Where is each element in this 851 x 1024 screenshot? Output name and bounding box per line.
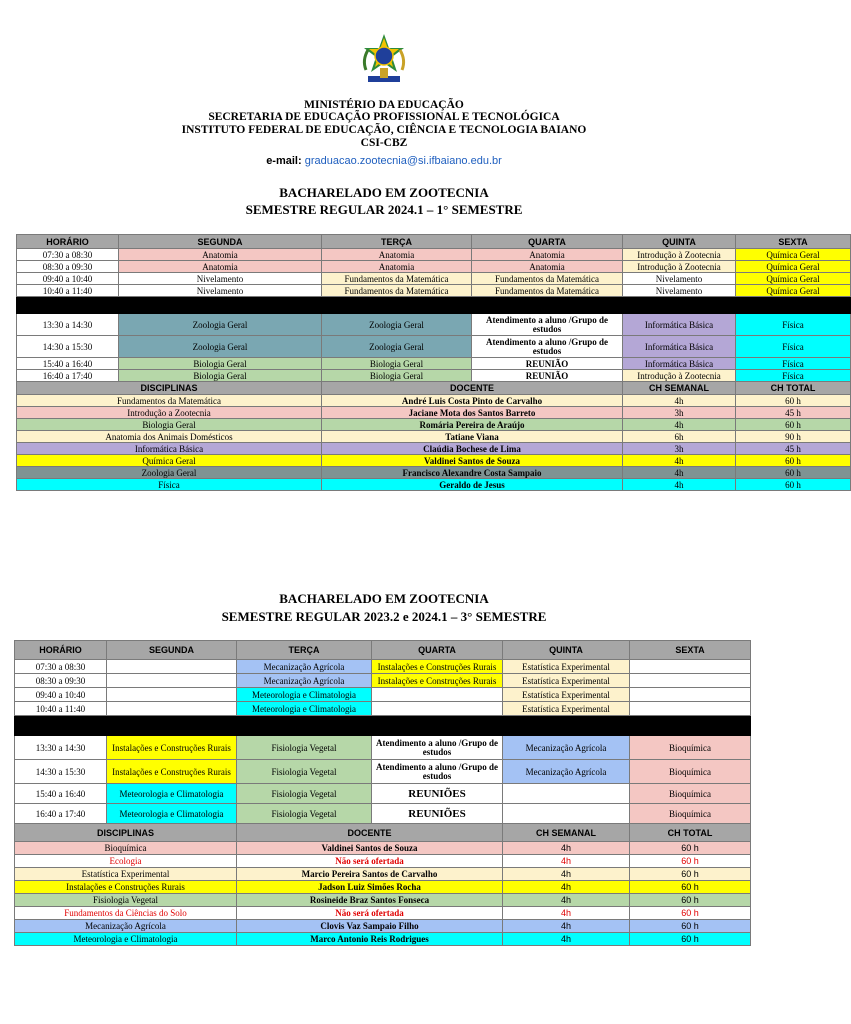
discipline-name: Meteorologia e Climatologia	[15, 933, 237, 946]
col-header: TERÇA	[237, 641, 372, 660]
table-row	[17, 261, 851, 273]
class-cell: Mecanização Agrícola	[503, 736, 630, 760]
table-row	[15, 660, 751, 674]
discipline-row	[17, 431, 851, 443]
class-cell: Fisiologia Vegetal	[237, 760, 372, 784]
class-cell: Fundamentos da Matemática	[322, 285, 472, 297]
class-cell: Meteorologia e Climatologia	[107, 804, 237, 824]
class-cell: Bioquímica	[630, 736, 751, 760]
class-cell: Física	[736, 314, 851, 336]
class-cell: REUNIÕES	[372, 784, 503, 804]
discipline-row	[15, 855, 751, 868]
weekly-hours: 4h	[623, 395, 736, 407]
time-cell: 08:30 a 09:30	[17, 261, 119, 273]
class-cell: Anatomia	[119, 261, 322, 273]
discipline-row	[17, 467, 851, 479]
col-header: HORÁRIO	[15, 641, 107, 660]
class-cell: Zoologia Geral	[119, 336, 322, 358]
class-cell: Atendimento a aluno /Grupo de estudos	[472, 314, 623, 336]
teacher-name: André Luis Costa Pinto de Carvalho	[322, 395, 623, 407]
teacher-name: Clovis Vaz Sampaio Filho	[237, 920, 503, 933]
table1-title: BACHARELADO EM ZOOTECNIA	[279, 185, 489, 200]
total-hours: 60 h	[630, 894, 751, 907]
class-cell: Física	[736, 370, 851, 382]
class-cell: Instalações e Construções Rurais	[372, 660, 503, 674]
class-cell: Nivelamento	[623, 285, 736, 297]
class-cell: Estatística Experimental	[503, 674, 630, 688]
table-row	[17, 285, 851, 297]
table-row	[15, 804, 751, 824]
class-cell: Informática Básica	[623, 336, 736, 358]
coat-of-arms-logo	[356, 32, 412, 92]
weekly-hours: 4h	[503, 842, 630, 855]
class-cell: Física	[736, 336, 851, 358]
col-header: DOCENTE	[322, 382, 623, 395]
class-cell: Bioquímica	[630, 760, 751, 784]
lunch-break-row	[15, 716, 751, 736]
discipline-name: Introdução a Zootecnia	[17, 407, 322, 419]
total-hours: 90 h	[736, 431, 851, 443]
campus-code: CSI-CBZ	[360, 137, 408, 149]
table-row	[15, 784, 751, 804]
class-cell: Química Geral	[736, 285, 851, 297]
discipline-name: Biologia Geral	[17, 419, 322, 431]
discipline-row	[15, 842, 751, 855]
time-cell: 14:30 a 15:30	[17, 336, 119, 358]
class-cell: REUNIÃO	[472, 370, 623, 382]
class-cell: Biologia Geral	[322, 370, 472, 382]
total-hours: 60 h	[630, 907, 751, 920]
discipline-row	[15, 933, 751, 946]
email-line	[0, 155, 768, 167]
total-hours: 60 h	[630, 881, 751, 894]
discipline-row	[17, 419, 851, 431]
table-row	[17, 336, 851, 358]
class-cell: Química Geral	[736, 249, 851, 261]
class-cell: Mecanização Agrícola	[503, 760, 630, 784]
secretariat-name: SECRETARIA DE EDUCAÇÃO PROFISSIONAL E TECNOLÓGICA	[208, 111, 560, 123]
col-header: HORÁRIO	[17, 235, 119, 249]
col-header: QUINTA	[623, 235, 736, 249]
discipline-name: Estatística Experimental	[15, 868, 237, 881]
teacher-name: Geraldo de Jesus	[322, 479, 623, 491]
class-cell: Fisiologia Vegetal	[237, 804, 372, 824]
class-cell: Fundamentos da Matemática	[322, 273, 472, 285]
email-link[interactable]: graduacao.zootecnia@si.ifbaiano.edu.br	[304, 155, 502, 167]
teacher-name: Jadson Luiz Simões Rocha	[237, 881, 503, 894]
class-cell: Física	[736, 358, 851, 370]
schedule-table-2	[14, 640, 751, 946]
total-hours: 60 h	[630, 920, 751, 933]
teacher-name: Não será ofertada	[237, 855, 503, 868]
class-cell: Fisiologia Vegetal	[237, 736, 372, 760]
discipline-name: Zoologia Geral	[17, 467, 322, 479]
total-hours: 60 h	[630, 868, 751, 881]
discipline-name: Química Geral	[17, 455, 322, 467]
discipline-name: Física	[17, 479, 322, 491]
class-cell: Anatomia	[472, 249, 623, 261]
time-cell: 15:40 a 16:40	[17, 358, 119, 370]
total-hours: 60 h	[630, 842, 751, 855]
class-cell: Estatística Experimental	[503, 702, 630, 716]
ministry-name: MINISTÉRIO DA EDUCAÇÃO	[304, 99, 464, 111]
teacher-name: Claúdia Bochese de Lima	[322, 443, 623, 455]
lunch-break-row	[17, 297, 851, 314]
class-cell: Anatomia	[119, 249, 322, 261]
total-hours: 60 h	[736, 479, 851, 491]
teacher-name: Valdinei Santos de Souza	[237, 842, 503, 855]
class-cell: Instalações e Construções Rurais	[372, 674, 503, 688]
teacher-name: Marcio Pereira Santos de Carvalho	[237, 868, 503, 881]
class-cell: Zoologia Geral	[322, 336, 472, 358]
discipline-name: Instalações e Construções Rurais	[15, 881, 237, 894]
discipline-name: Fundamentos da Matemática	[17, 395, 322, 407]
table2-subtitle: SEMESTRE REGULAR 2023.2 e 2024.1 – 3° SEMESTRE	[221, 609, 547, 624]
discipline-row	[17, 395, 851, 407]
table-row	[17, 314, 851, 336]
col-header: CH TOTAL	[736, 382, 851, 395]
class-cell: Biologia Geral	[119, 358, 322, 370]
col-header: TERÇA	[322, 235, 472, 249]
class-cell	[630, 660, 751, 674]
table1-subtitle: SEMESTRE REGULAR 2024.1 – 1° SEMESTRE	[245, 202, 523, 217]
class-cell: Atendimento a aluno /Grupo de estudos	[372, 760, 503, 784]
col-header: SEGUNDA	[119, 235, 322, 249]
class-cell: Meteorologia e Climatologia	[237, 702, 372, 716]
table-row	[17, 358, 851, 370]
total-hours: 45 h	[736, 407, 851, 419]
class-cell: Meteorologia e Climatologia	[107, 784, 237, 804]
class-cell: Informática Básica	[623, 358, 736, 370]
institute-name: INSTITUTO FEDERAL DE EDUCAÇÃO, CIÊNCIA E TECNOLOGIA BAIANO	[181, 124, 587, 136]
time-cell: 10:40 a 11:40	[17, 285, 119, 297]
discipline-row	[15, 881, 751, 894]
class-cell	[372, 702, 503, 716]
discipline-name: Anatomia dos Animais Domésticos	[17, 431, 322, 443]
discipline-name: Ecologia	[15, 855, 237, 868]
teacher-name: Romária Pereira de Araújo	[322, 419, 623, 431]
table-row	[15, 736, 751, 760]
time-cell: 10:40 a 11:40	[15, 702, 107, 716]
total-hours: 60 h	[736, 455, 851, 467]
class-cell	[630, 702, 751, 716]
col-header: SEXTA	[630, 641, 751, 660]
weekly-hours: 3h	[623, 443, 736, 455]
table-row	[15, 674, 751, 688]
discipline-name: Informática Básica	[17, 443, 322, 455]
class-cell: Nivelamento	[119, 285, 322, 297]
time-cell: 07:30 a 08:30	[15, 660, 107, 674]
weekly-hours: 4h	[623, 419, 736, 431]
class-cell	[503, 784, 630, 804]
discipline-row	[17, 479, 851, 491]
class-cell: Introdução à Zootecnia	[623, 261, 736, 273]
class-cell: Meteorologia e Climatologia	[237, 688, 372, 702]
col-header: CH SEMANAL	[623, 382, 736, 395]
discipline-name: Mecanização Agrícola	[15, 920, 237, 933]
weekly-hours: 4h	[623, 479, 736, 491]
col-header: DOCENTE	[237, 824, 503, 842]
email-label: e-mail:	[266, 155, 302, 167]
discipline-name: Bioquímica	[15, 842, 237, 855]
discipline-row	[17, 455, 851, 467]
discipline-row	[17, 407, 851, 419]
time-cell: 08:30 a 09:30	[15, 674, 107, 688]
class-cell: Química Geral	[736, 273, 851, 285]
discipline-row	[15, 868, 751, 881]
discipline-name: Fundamentos da Ciências do Solo	[15, 907, 237, 920]
total-hours: 60 h	[736, 467, 851, 479]
col-header: DISCIPLINAS	[17, 382, 322, 395]
discipline-row	[17, 443, 851, 455]
class-cell: REUNIÕES	[372, 804, 503, 824]
schedule-table-1	[16, 234, 851, 491]
teacher-name: Não será ofertada	[237, 907, 503, 920]
class-cell: Introdução à Zootecnia	[623, 249, 736, 261]
class-cell: Fundamentos da Matemática	[472, 285, 623, 297]
time-cell: 16:40 a 17:40	[17, 370, 119, 382]
class-cell: Biologia Geral	[119, 370, 322, 382]
time-cell: 15:40 a 16:40	[15, 784, 107, 804]
class-cell: Informática Básica	[623, 314, 736, 336]
total-hours: 60 h	[736, 395, 851, 407]
col-header: DISCIPLINAS	[15, 824, 237, 842]
total-hours: 45 h	[736, 443, 851, 455]
class-cell: Nivelamento	[119, 273, 322, 285]
class-cell	[107, 674, 237, 688]
table-row	[15, 702, 751, 716]
col-header: CH SEMANAL	[503, 824, 630, 842]
col-header: QUARTA	[472, 235, 623, 249]
teacher-name: Marco Antonio Reis Rodrigues	[237, 933, 503, 946]
class-cell	[107, 688, 237, 702]
class-cell	[372, 688, 503, 702]
discipline-name: Fisiologia Vegetal	[15, 894, 237, 907]
class-cell: REUNIÃO	[472, 358, 623, 370]
class-cell: Instalações e Construções Rurais	[107, 760, 237, 784]
weekly-hours: 4h	[503, 933, 630, 946]
class-cell: Fundamentos da Matemática	[472, 273, 623, 285]
teacher-name: Francisco Alexandre Costa Sampaio	[322, 467, 623, 479]
discipline-row	[15, 920, 751, 933]
class-cell: Química Geral	[736, 261, 851, 273]
time-cell: 13:30 a 14:30	[15, 736, 107, 760]
weekly-hours: 4h	[623, 455, 736, 467]
class-cell: Estatística Experimental	[503, 660, 630, 674]
weekly-hours: 6h	[623, 431, 736, 443]
weekly-hours: 4h	[503, 868, 630, 881]
table-row	[17, 370, 851, 382]
class-cell: Mecanização Agrícola	[237, 660, 372, 674]
class-cell: Bioquímica	[630, 804, 751, 824]
discipline-row	[15, 894, 751, 907]
class-cell: Nivelamento	[623, 273, 736, 285]
class-cell: Atendimento a aluno /Grupo de estudos	[372, 736, 503, 760]
table-row	[15, 688, 751, 702]
table-row	[17, 273, 851, 285]
discipline-row	[15, 907, 751, 920]
teacher-name: Tatiane Viana	[322, 431, 623, 443]
col-header: SEXTA	[736, 235, 851, 249]
weekly-hours: 4h	[623, 467, 736, 479]
weekly-hours: 4h	[503, 894, 630, 907]
time-cell: 16:40 a 17:40	[15, 804, 107, 824]
class-cell: Zoologia Geral	[322, 314, 472, 336]
class-cell: Estatística Experimental	[503, 688, 630, 702]
teacher-name: Valdinei Santos de Souza	[322, 455, 623, 467]
class-cell	[503, 804, 630, 824]
weekly-hours: 4h	[503, 881, 630, 894]
time-cell: 14:30 a 15:30	[15, 760, 107, 784]
class-cell	[107, 702, 237, 716]
class-cell: Anatomia	[322, 249, 472, 261]
col-header: CH TOTAL	[630, 824, 751, 842]
time-cell: 09:40 a 10:40	[15, 688, 107, 702]
class-cell: Fisiologia Vegetal	[237, 784, 372, 804]
class-cell: Biologia Geral	[322, 358, 472, 370]
time-cell: 09:40 a 10:40	[17, 273, 119, 285]
teacher-name: Jaciane Mota dos Santos Barreto	[322, 407, 623, 419]
weekly-hours: 4h	[503, 907, 630, 920]
class-cell: Atendimento a aluno /Grupo de estudos	[472, 336, 623, 358]
class-cell: Mecanização Agrícola	[237, 674, 372, 688]
class-cell: Bioquímica	[630, 784, 751, 804]
class-cell: Anatomia	[472, 261, 623, 273]
class-cell: Anatomia	[322, 261, 472, 273]
weekly-hours: 4h	[503, 920, 630, 933]
class-cell: Introdução à Zootecnia	[623, 370, 736, 382]
class-cell: Instalações e Construções Rurais	[107, 736, 237, 760]
total-hours: 60 h	[630, 855, 751, 868]
class-cell: Zoologia Geral	[119, 314, 322, 336]
total-hours: 60 h	[630, 933, 751, 946]
weekly-hours: 4h	[503, 855, 630, 868]
col-header: QUARTA	[372, 641, 503, 660]
table-row	[15, 760, 751, 784]
class-cell	[630, 674, 751, 688]
table-row	[17, 249, 851, 261]
time-cell: 07:30 a 08:30	[17, 249, 119, 261]
class-cell	[107, 660, 237, 674]
class-cell	[630, 688, 751, 702]
col-header: QUINTA	[503, 641, 630, 660]
teacher-name: Rosineide Braz Santos Fonseca	[237, 894, 503, 907]
table2-title: BACHARELADO EM ZOOTECNIA	[279, 591, 489, 606]
time-cell: 13:30 a 14:30	[17, 314, 119, 336]
weekly-hours: 3h	[623, 407, 736, 419]
total-hours: 60 h	[736, 419, 851, 431]
col-header: SEGUNDA	[107, 641, 237, 660]
